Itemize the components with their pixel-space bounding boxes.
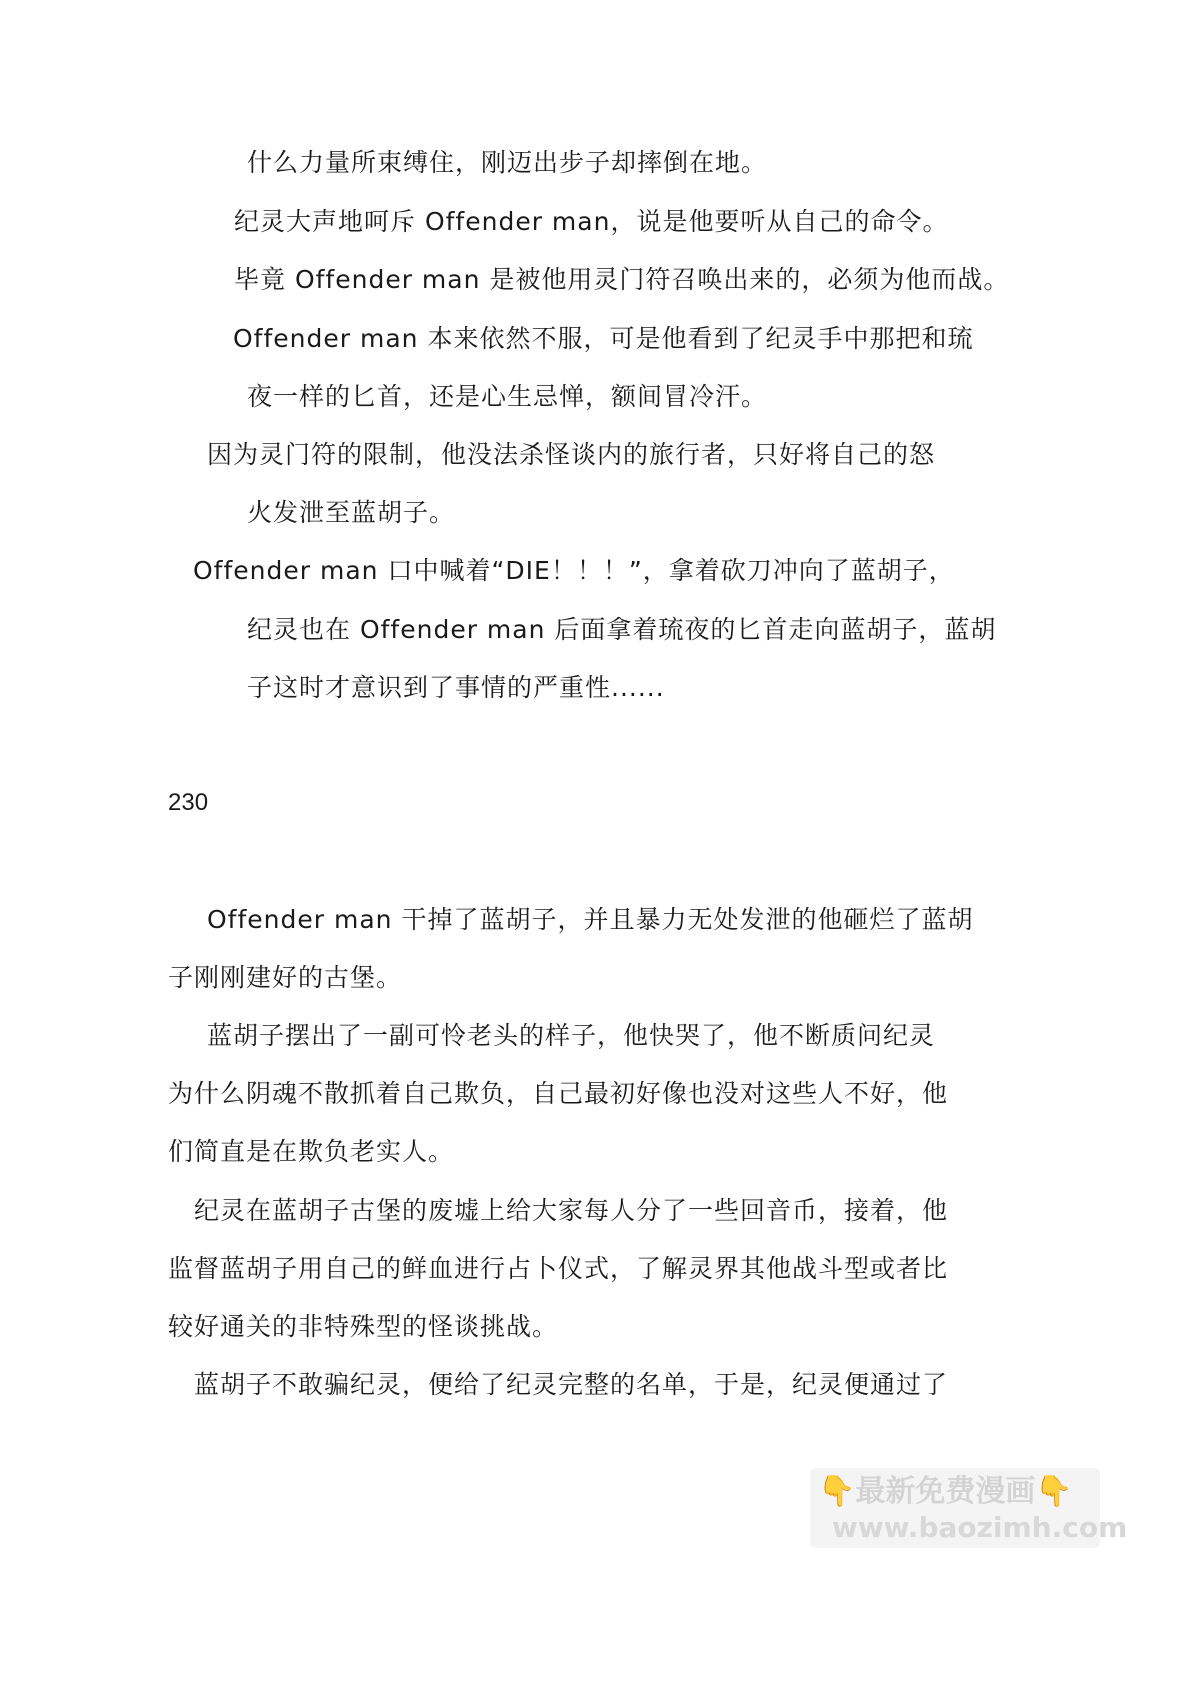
watermark-title: 👇最新免费漫画👇 xyxy=(818,1474,1073,1509)
text-line: 夜一样的匕首，还是心生忌惮，额间冒冷汗。 xyxy=(247,382,768,411)
watermark xyxy=(810,1468,1128,1548)
text-line: 纪灵也在 Offender man 后面拿着琉夜的匕首走向蓝胡子，蓝胡 xyxy=(247,615,997,644)
text-line: Offender man 干掉了蓝胡子，并且暴力无处发泄的他砸烂了蓝胡 xyxy=(207,905,974,934)
text-line: 什么力量所束缚住，刚迈出步子却摔倒在地。 xyxy=(247,148,768,177)
text-line: 蓝胡子不敢骗纪灵，便给了纪灵完整的名单，于是，纪灵便通过了 xyxy=(194,1370,949,1399)
pointing-down-icon: 👇 xyxy=(1035,1474,1073,1509)
text-line: 纪灵在蓝胡子古堡的废墟上给大家每人分了一些回音币，接着，他 xyxy=(194,1196,949,1225)
text-line: 为什么阴魂不散抓着自己欺负，自己最初好像也没对这些人不好，他 xyxy=(168,1079,949,1108)
text-line: 毕竟 Offender man 是被他用灵门符召唤出来的，必须为他而战。 xyxy=(234,265,1010,294)
text-line: 子刚刚建好的古堡。 xyxy=(168,963,403,992)
watermark-url: www.baozimh.com xyxy=(832,1511,1128,1544)
page-number: 230 xyxy=(168,789,209,816)
text-line: 纪灵大声地呵斥 Offender man，说是他要听从自己的命令。 xyxy=(234,207,949,236)
text-line: Offender man 口中喊着“DIE！！！”，拿着砍刀冲向了蓝胡子， xyxy=(193,556,955,585)
text-line: 较好通关的非特殊型的怪谈挑战。 xyxy=(168,1312,559,1341)
text-line: 们简直是在欺负老实人。 xyxy=(168,1137,455,1166)
pointing-down-icon: 👇 xyxy=(818,1474,856,1509)
text-line: 监督蓝胡子用自己的鲜血进行占卜仪式，了解灵界其他战斗型或者比 xyxy=(168,1254,949,1283)
text-line: Offender man 本来依然不服，可是他看到了纪灵手中那把和琉 xyxy=(233,324,974,353)
text-line: 子这时才意识到了事情的严重性...... xyxy=(247,673,665,702)
text-line: 火发泄至蓝胡子。 xyxy=(247,498,456,527)
text-line: 蓝胡子摆出了一副可怜老头的样子，他快哭了，他不断质问纪灵 xyxy=(207,1021,936,1050)
text-line: 因为灵门符的限制，他没法杀怪谈内的旅行者，只好将自己的怒 xyxy=(207,440,936,469)
